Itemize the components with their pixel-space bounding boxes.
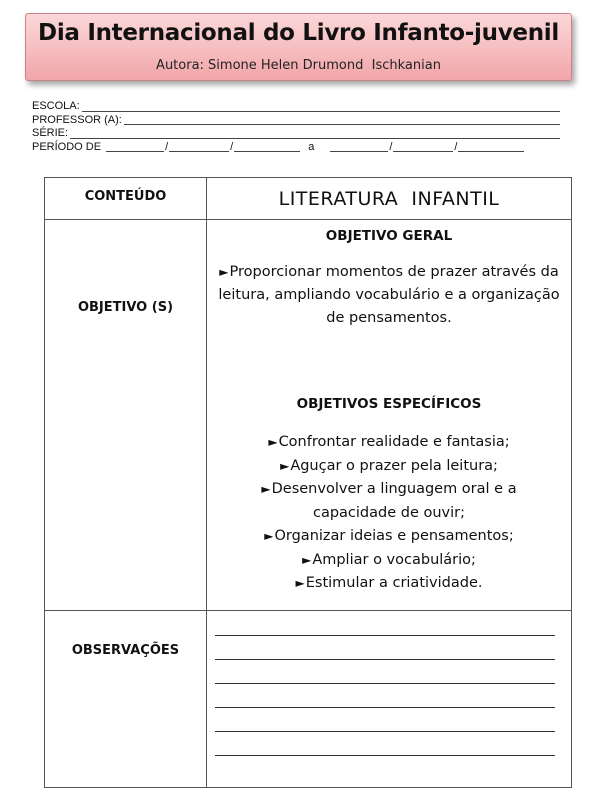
grade-field-line: [70, 138, 560, 139]
list-item: [207, 455, 571, 479]
period-slash: /: [165, 140, 169, 153]
observation-line[interactable]: [215, 684, 555, 708]
content-value: LITERATURA INFANTIL: [278, 188, 500, 210]
triangle-right-icon: ►: [280, 458, 290, 473]
list-item: [207, 572, 571, 596]
period-separator: a: [308, 140, 315, 153]
observations-label: OBSERVAÇÕES: [71, 643, 180, 658]
document-title: Dia Internacional do Livro Infanto-juvenil: [38, 20, 559, 46]
period-end-month-line: [393, 151, 453, 152]
author-line: Autora: Simone Helen Drumond Ischkanian: [156, 58, 441, 73]
teacher-field-line: [124, 124, 560, 125]
period-start-year-line: [234, 151, 300, 152]
teacher-label: PROFESSOR (A):: [32, 113, 122, 126]
specific-objectives-block: [207, 396, 571, 596]
triangle-right-icon: ►: [302, 552, 312, 567]
grade-row: [32, 127, 560, 141]
specific-objective-text: Organizar ideias e pensamentos;: [274, 528, 514, 544]
specific-objectives-list: [207, 431, 571, 596]
list-item: [207, 525, 571, 549]
content-label: CONTEÚDO: [84, 189, 167, 204]
general-objective-text: [207, 261, 571, 330]
observation-line[interactable]: [215, 660, 555, 684]
period-start-month-line: [169, 151, 229, 152]
school-field-line: [82, 111, 560, 112]
specific-objective-text: Desenvolver a linguagem oral e a capacidade de ouvir;: [271, 481, 517, 521]
general-objective-sentence: Proporcionar momentos de prazer através da leitura, ampliando vocabulário e a organização de pensamentos.: [218, 264, 560, 326]
general-objective-block: [207, 228, 571, 330]
period-slash: /: [454, 140, 458, 153]
observation-lines: [215, 612, 555, 756]
specific-objective-text: Ampliar o vocabulário;: [312, 551, 476, 568]
observation-line[interactable]: [215, 732, 555, 756]
specific-objective-text: Estimular a criatividade.: [305, 575, 483, 591]
period-start-day-line: [106, 151, 164, 152]
general-objective-heading: OBJETIVO GERAL: [325, 228, 453, 244]
period-slash: /: [389, 140, 393, 153]
specific-objective-text: Aguçar o prazer pela leitura;: [290, 457, 498, 474]
triangle-right-icon: ►: [268, 435, 278, 449]
period-end-day-line: [330, 151, 388, 152]
objective-label: OBJETIVO (S): [77, 300, 174, 315]
list-item: [207, 431, 571, 455]
period-end-year-line: [458, 151, 524, 152]
list-item: [207, 549, 571, 573]
row-divider: [45, 610, 571, 611]
list-item: [207, 478, 571, 525]
triangle-right-icon: ►: [219, 265, 229, 279]
triangle-right-icon: ►: [264, 529, 274, 543]
lesson-plan-table: [44, 177, 572, 788]
triangle-right-icon: ►: [295, 576, 305, 590]
period-slash: /: [230, 140, 234, 153]
observation-line[interactable]: [215, 612, 555, 636]
header-form: [32, 100, 560, 154]
specific-objective-text: Confrontar realidade e fantasia;: [278, 434, 510, 450]
title-banner: [25, 13, 572, 81]
grade-label: SÉRIE:: [32, 127, 69, 139]
row-divider: [45, 219, 571, 220]
observation-line[interactable]: [215, 708, 555, 732]
specific-objectives-heading: OBJETIVOS ESPECÍFICOS: [296, 396, 482, 412]
school-label: ESCOLA:: [32, 100, 80, 112]
triangle-right-icon: ►: [261, 482, 271, 496]
teacher-row: [32, 114, 560, 128]
period-row: [32, 141, 560, 155]
observation-line[interactable]: [215, 636, 555, 660]
school-row: [32, 100, 560, 114]
period-label: PERÍODO DE: [32, 140, 102, 153]
